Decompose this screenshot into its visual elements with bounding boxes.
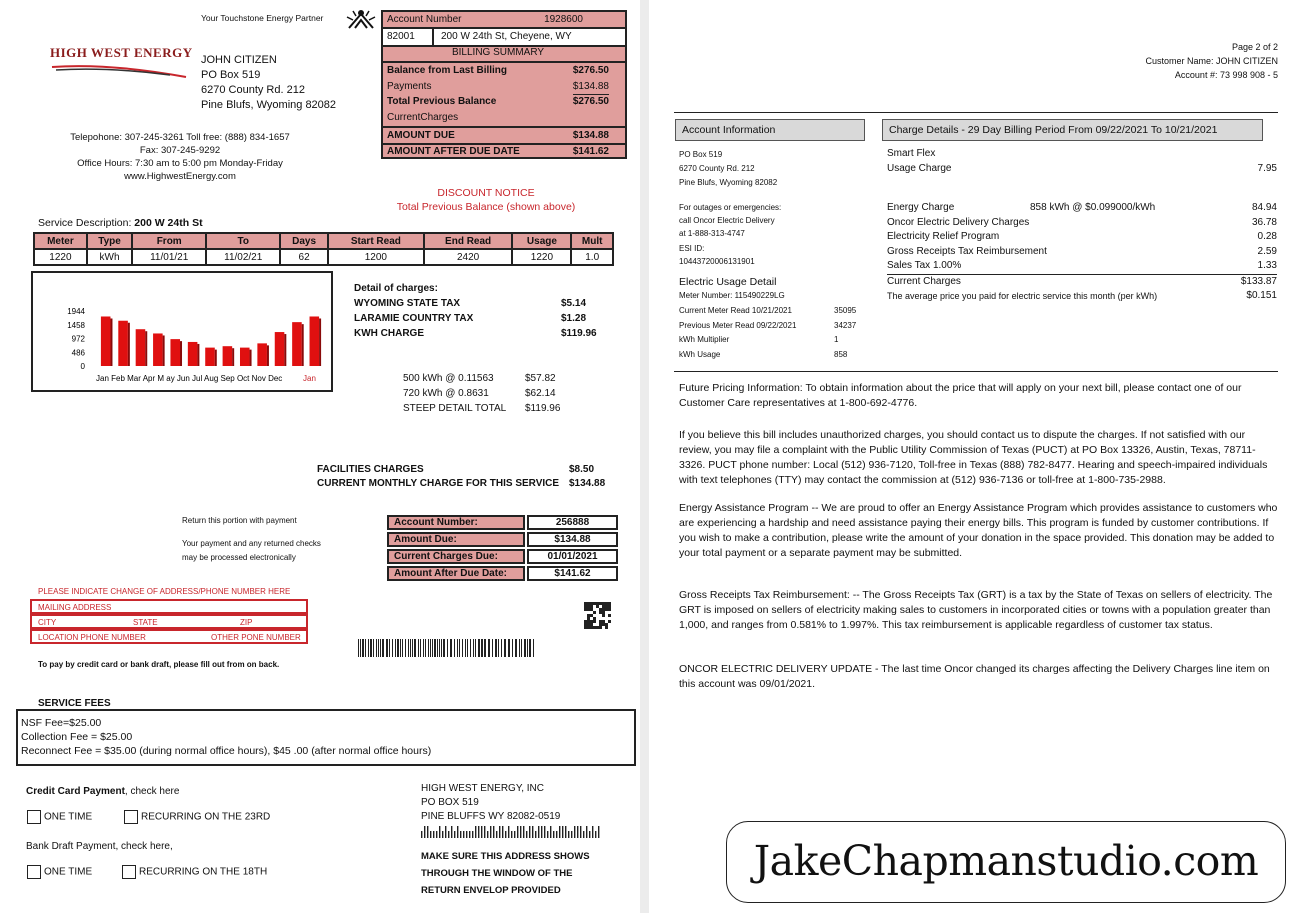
barcode-icon [358,639,538,662]
discount-notice [380,186,592,214]
charge-row [887,230,1277,245]
remit-address [421,782,560,824]
usage-charge-row [887,162,1277,177]
section-divider [674,371,1278,372]
energy-assistance-paragraph: Energy Assistance Program -- We are proud to offer an Energy Assistance Program which provides assistance to customers who are experiencing a hardship and need assistance paying their energy bills. This program is funded by customer contributions. If you wish to make a contribution, please write the amount of your donation in the space provided. This donation may be added to your total payment or a separate payment may be submitted. [679,502,1278,559]
service-fees-box [16,709,636,766]
y-tick-label: 1944 [67,307,85,316]
account-number-header: Account #: 73 998 908 - 5 [1174,70,1278,80]
detail-of-charges [354,281,604,341]
oncor-update-paragraph: ONCOR ELECTRIC DELIVERY UPDATE - The last time Oncor changed its charges affecting the Delivery Charges line item on this account was 09/01/2021. [679,663,1270,690]
detail-row [354,296,604,311]
steep-detail [403,371,603,416]
monthly-label: CURRENT MONTHLY CHARGE FOR THIS SERVICE [317,478,560,489]
usage-chart-box [31,271,333,392]
usage-bar [223,346,233,366]
customer-address [201,53,336,113]
steep-value: $119.96 [525,403,561,414]
balance-label: Balance from Last Billing [387,65,508,76]
usage-bar [257,343,267,366]
logo-swoosh-icon [50,61,190,79]
charge-lines [887,201,1277,304]
watermark-banner: JakeChapmanstudio.com [726,821,1286,903]
usage-bar-shadow [319,318,321,366]
service-address-row [383,27,625,47]
charge-row [887,259,1277,275]
account-number-label: Account Number [387,14,462,25]
usage-value: 858 [834,349,848,359]
customer-address-line2: 6270 County Rd. 212 [201,84,305,96]
account-info-header: Account Information [675,119,865,141]
cell-mult: 1.0 [571,249,613,265]
y-tick-label: 486 [71,348,85,358]
mailing-address-label: MAILING ADDRESS [38,603,112,612]
customer-name: JOHN CITIZEN [201,54,277,66]
dispute-paragraph: If you believe this bill includes unauthorized charges, you should contact us to dispute the charges. If not satisfied with our review, you may file a complaint with the Public Utility Commission of Texas (PUCT) at PO Box 13326, Austin, Texas, 78711-3326. PUCT phone number: Local (512) 936-7120, Toll-free in Texas (888) 782-8477. Hearing and speech-impaired individuals with text telephones (TTY) may contact the commission at (512) 936-7136 or toll-free at 1-800-735-2988. [679,429,1268,486]
total-prev-value: $276.50 [572,96,609,107]
usage-bar-shadow [267,345,269,366]
outage-line: call Oncor Electric Delivery [679,216,775,225]
usage-bar-shadow [302,324,304,366]
city-state-zip-field[interactable] [30,614,308,629]
usage-value: 1 [834,335,839,344]
avg-price-value: $0.151 [1246,290,1277,301]
col-mult: Mult [571,233,613,249]
usage-label: kWh Usage [679,349,721,359]
remit-line2: PO BOX 519 [421,797,479,808]
usage-row [679,348,879,363]
company-logo [50,45,193,84]
usage-bar-shadow [128,323,130,366]
pay-label: Current Charges Due: [387,549,525,564]
cell-from: 11/01/21 [132,249,206,265]
detail-label: WYOMING STATE TAX [354,298,461,309]
page-number: Page 2 of 2 [1231,42,1278,52]
cell-days: 62 [280,249,328,265]
usage-label: kWh Multiplier [679,335,730,344]
charge-label: Sales Tax 1.00% [887,260,962,271]
discount-text: Total Previous Balance (shown above) [396,201,576,213]
service-desc-label: Service Description: [38,217,132,229]
usage-bar [275,332,285,366]
qr-code-icon [584,602,611,634]
bank-one-time-option[interactable] [27,865,92,879]
usage-detail-title: Electric Usage Detail [679,276,777,288]
usage-chart [33,273,331,390]
option-label: ONE TIME [44,811,93,823]
charge-label: Gross Receipts Tax Reimbursement [887,245,1047,257]
outage-info [679,201,781,268]
pay-value: 256888 [527,515,618,530]
pay-value: 01/01/2021 [527,549,618,564]
detail-label: KWH CHARGE [354,328,424,339]
current-charges-row [887,275,1277,290]
cell-to: 11/02/21 [206,249,280,265]
avg-price-row [887,289,1277,304]
balance-value: $276.50 [572,65,609,76]
usage-value: 35095 [834,306,857,315]
charge-value: 1.33 [1257,260,1277,271]
steep-value: $57.82 [525,373,556,384]
service-table [33,232,614,266]
credit-card-heading [26,785,179,798]
cell-meter: 1220 [34,249,87,265]
partner-text: Your Touchstone Energy Partner [201,13,324,23]
usage-bar [136,329,146,366]
usage-bar-shadow [180,341,182,366]
payments-value: $134.88 [573,80,609,95]
fee-item: Reconnect Fee = $35.00 (during normal office hours), $45 .00 (after normal office hours) [21,745,432,757]
usage-charge-value: 7.95 [1257,162,1277,174]
charge-value: 0.28 [1257,231,1277,242]
location-phone-label: LOCATION PHONE NUMBER [38,633,146,642]
checkbox[interactable] [122,865,136,879]
bank-recurring-option[interactable] [122,865,267,879]
col-from: From [132,233,206,249]
col-days: Days [280,233,328,249]
meter-number: Meter Number: 115490229LG [679,291,785,300]
after-due-label: AMOUNT AFTER DUE DATE [387,146,520,157]
state-label: STATE [133,618,158,627]
bank-draft-label: Bank Draft Payment, check here, [26,841,173,852]
phone-number-field[interactable] [30,629,308,644]
customer-address-line1: PO Box 519 [201,69,261,81]
steep-row [403,371,603,386]
customer-name-header: Customer Name: JOHN CITIZEN [1145,56,1278,66]
charge-label: Electricity Relief Program [887,231,1000,242]
touchstone-logo-icon [345,8,377,35]
y-tick-label: 972 [71,334,85,344]
balance-row [387,64,609,78]
pay-label: Amount After Due Date: [387,566,525,581]
usage-bar [101,316,111,366]
col-meter: Meter [34,233,87,249]
pay-value: $141.62 [527,566,618,581]
cell-start-read: 1200 [328,249,424,265]
usage-bar [118,321,128,366]
current-charges-label: CurrentCharges [387,112,459,123]
charge-value: 84.94 [1251,202,1277,213]
charge-value: 36.78 [1251,216,1277,228]
service-description [38,217,203,231]
charge-label: Energy Charge [887,202,955,213]
steep-label: STEEP DETAIL TOTAL [403,403,507,414]
amount-due-label: AMOUNT DUE [387,130,455,141]
credit-card-label: Credit Card Payment [26,786,125,797]
usage-bar-shadow [284,334,286,366]
billing-summary-title: BILLING SUMMARY [451,47,545,58]
facilities-label: FACILITIES CHARGES [317,464,424,475]
contact-fax: Fax: 307-245-9292 [139,145,221,156]
credit-note: To pay by credit card or bank draft, please fill out from on back. [38,660,280,669]
esi-value: 10443720006131901 [679,257,755,266]
future-pricing-paragraph: Future Pricing Information: To obtain information about the price that will apply on your next bill, please contact one of our Customer Care representatives at 1-800-692-4776. [679,382,1242,409]
pay-label: Amount Due: [387,532,525,547]
logo-text: HIGH WEST ENERGY [50,45,193,60]
charge-details-header: Charge Details - 29 Day Billing Period From 09/22/2021 To 10/21/2021 [882,119,1263,141]
option-label: RECURRING ON THE 18TH [139,866,268,878]
page-header [1145,40,1278,82]
credit-one-time-option[interactable] [27,810,92,824]
usage-rows [679,304,879,362]
bill-page-2 [649,0,1297,913]
steep-label: 500 kWh @ 0.11563 [403,373,494,384]
website-link[interactable]: www.HighwestEnergy.com [124,171,236,182]
window-note [421,848,590,899]
other-phone-label: OTHER PONE NUMBER [211,633,301,642]
usage-label: Current Meter Read 10/21/2021 [679,306,792,315]
detail-row [354,311,604,326]
usage-label: Previous Meter Read 09/22/2021 [679,320,797,330]
office-hours: Office Hours: 7:30 am to 5:00 pm Monday-Friday [77,158,283,169]
amount-due-row [387,129,609,143]
usage-row [679,333,879,348]
monthly-charges [317,463,617,491]
outage-line: For outages or emergencies: [679,203,782,212]
charge-value: 2.59 [1257,245,1277,257]
address-line: PO Box 519 [679,150,723,159]
billing-summary-box [381,10,627,159]
detail-title: Detail of charges: [354,283,438,294]
payments-label: Payments [387,81,432,92]
usage-bar-shadow [197,344,199,366]
address-line: 6270 County Rd. 212 [679,164,755,173]
smart-flex-label: Smart Flex [887,148,936,159]
service-desc-value: 200 W 24th St [134,217,203,229]
option-label: RECURRING ON THE 23RD [141,811,271,823]
y-tick-label: 1458 [67,320,85,330]
cell-usage: 1220 [512,249,571,265]
usage-bar [310,316,320,366]
detail-label: LARAMIE COUNTRY TAX [354,313,474,324]
steep-row [403,401,603,416]
header-divider [674,112,1278,113]
checkbox[interactable] [27,810,41,824]
current-charges-label: Current Charges [887,275,961,287]
customer-address-line3: Pine Blufs, Wyoming 82082 [201,99,337,111]
detail-value: $5.14 [561,298,587,309]
detail-row [354,326,604,341]
usage-charge-label: Usage Charge [887,162,952,174]
payments-row [387,80,609,94]
monthly-row [317,477,617,491]
total-prev-row [387,95,609,109]
fee-item: Collection Fee = $25.00 [21,731,133,743]
after-due-row [387,145,609,159]
window-note-line: THROUGH THE WINDOW OF THE [421,868,573,879]
usage-bar [170,339,180,366]
facilities-value: $8.50 [569,464,595,475]
usage-bar [292,322,302,366]
cell-type: kWh [87,249,132,265]
after-due-value: $141.62 [572,146,609,157]
summary-account-row [387,13,609,27]
col-start-read: Start Read [328,233,424,249]
col-type: Type [87,233,132,249]
steep-row [403,386,603,401]
account-number-value: 1928600 [544,14,583,25]
change-address-title: PLEASE INDICATE CHANGE OF ADDRESS/PHONE NUMBER HERE [38,587,291,596]
credit-card-suffix: , check here [124,786,180,797]
avg-price-label: The average price you paid for electric service this month (per kWh) [887,291,1158,301]
usage-bar-shadow [232,348,234,366]
account-info-address [679,148,777,190]
checkbox[interactable] [27,865,41,879]
steep-value: $62.14 [525,388,556,399]
pay-label: Account Number: [387,515,525,530]
option-label: ONE TIME [44,866,93,878]
charge-row [887,245,1277,260]
charge-row [887,216,1277,231]
esi-label: ESI ID: [679,244,705,253]
col-usage: Usage [512,233,571,249]
usage-bar [240,348,250,366]
total-prev-label: Total Previous Balance [387,96,497,107]
contact-phone: Telepohone: 307-245-3261 Toll free: (888) 834-1657 [70,132,290,143]
window-note-line: RETURN ENVELOP PROVIDED [421,885,561,896]
usage-bar [205,348,215,366]
service-fees-title: SERVICE FEES [38,698,111,709]
discount-title: DISCOUNT NOTICE [437,187,535,199]
steep-label: 720 kWh @ 0.8631 [403,388,489,399]
y-tick-label: 0 [80,362,85,371]
usage-bar [153,333,163,366]
contact-block [50,131,310,183]
cell-end-read: 2420 [424,249,513,265]
checkbox[interactable] [124,810,138,824]
current-charges-value: $133.87 [1240,275,1277,287]
usage-bar-shadow [215,350,217,366]
usage-bar-shadow [163,335,165,366]
zip-label: ZIP [240,618,253,627]
remit-line3: PINE BLUFFS WY 82082-0519 [421,811,561,822]
zip-code: 82001 [387,31,415,42]
fee-item: NSF Fee=$25.00 [21,717,102,729]
postal-barcode-icon [421,825,605,843]
credit-recurring-option[interactable] [124,810,270,824]
x-axis-labels: Jan Feb Mar Apr M ay Jun Jul Aug Sep Oct Nov Dec [96,374,283,383]
col-end-read: End Read [424,233,513,249]
address-line: Pine Blufs, Wyoming 82082 [679,178,778,187]
bill-page-1 [0,0,640,913]
amount-due-value: $134.88 [572,130,609,141]
usage-row [679,304,879,319]
charge-detail: 858 kWh @ $0.099000/kWh [1030,202,1156,213]
service-address: 200 W 24th St, Cheyene, WY [441,31,572,42]
table-row [34,249,613,265]
return-text: Return this portion with payment [182,516,297,525]
detail-value: $1.28 [561,313,587,324]
usage-bar-shadow [145,331,147,366]
pay-value: $134.88 [527,532,618,547]
processed-text-1: Your payment and any returned checks [182,539,321,548]
x-tick-label-last: Jan [303,374,316,383]
usage-bar-shadow [110,318,112,366]
remit-line1: HIGH WEST ENERGY, INC [421,783,544,794]
processed-text-2: may be processed electronically [182,553,296,562]
charge-details [887,147,1277,176]
facilities-row [317,463,617,477]
monthly-value: $134.88 [569,478,606,489]
outage-line: at 1-888-313-4747 [679,229,745,238]
grt-paragraph: Gross Receipts Tax Reimbursement: -- The Gross Receipts Tax (GRT) is a tax by the State of Texas on sellers of electricity. The GRT is imposed on sellers of electricity making sales to customers in incorporated cities or towns with a population greater than 1,000, and ranges from 0.581% to 1.997%. This tax reimbursement is applicable regardless of customer tax status. [679,589,1273,631]
col-to: To [206,233,280,249]
usage-bar-shadow [250,350,252,366]
city-label: CITY [38,618,57,627]
window-note-line: MAKE SURE THIS ADDRESS SHOWS [421,851,590,862]
mailing-address-field[interactable] [30,599,308,614]
detail-value: $119.96 [561,328,597,339]
usage-row [679,319,879,334]
charge-label: Oncor Electric Delivery Charges [887,216,1030,228]
charge-row [887,201,1277,216]
usage-value: 34237 [834,320,857,330]
usage-bar [188,342,198,366]
